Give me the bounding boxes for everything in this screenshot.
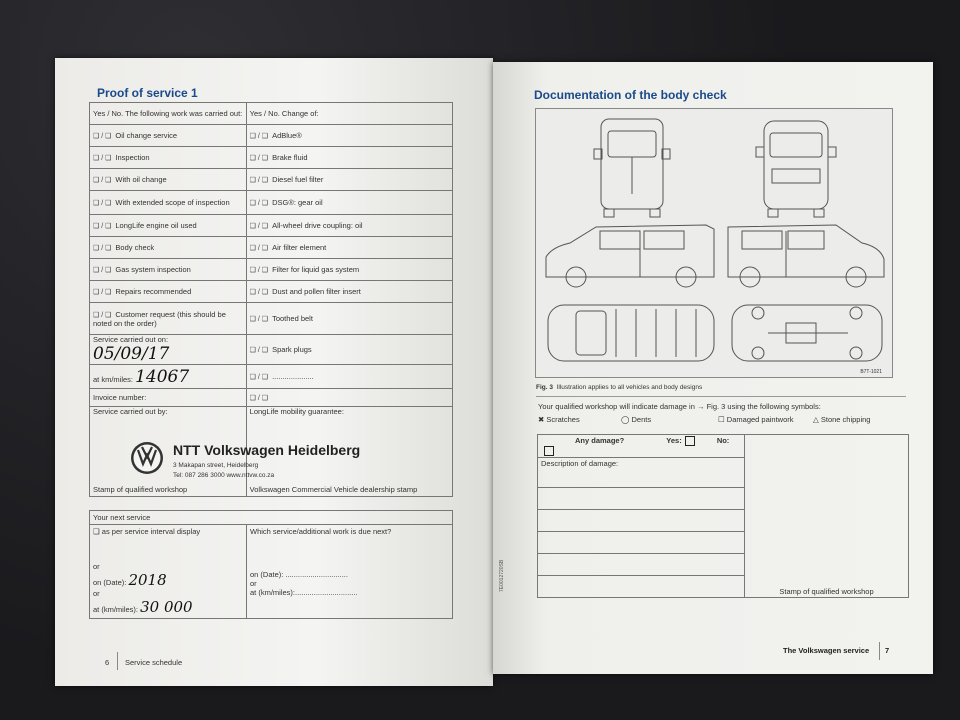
at-km-value[interactable]: 30 000 (140, 598, 193, 616)
dealer-name: NTT Volkswagen Heidelberg (173, 442, 361, 458)
checkbox[interactable]: ❑ / ❑ (249, 289, 269, 296)
invoice-row (90, 389, 247, 407)
work-row (90, 281, 247, 303)
footer-text: The Volkswagen service (783, 646, 870, 655)
figure-code: B7T-1021 (860, 369, 882, 375)
change-label: Brake fluid (272, 153, 308, 162)
divider (536, 396, 906, 397)
work-label: Customer request (this should be noted on the order) (93, 309, 226, 328)
work-row (90, 169, 247, 191)
checkbox[interactable]: ❑ / ❑ (93, 133, 112, 140)
work-label: Oil change service (115, 131, 178, 140)
checkbox[interactable]: ❑ / ❑ (249, 245, 269, 252)
service-table (89, 102, 453, 497)
change-row (246, 365, 452, 389)
checkbox[interactable]: ❑ / ❑ (93, 223, 112, 230)
right-page (493, 62, 933, 674)
checkbox[interactable]: ❑ / ❑ (249, 223, 269, 230)
on-date-label: on (Date): (93, 578, 127, 587)
yes-checkbox[interactable] (685, 436, 695, 446)
interval-option[interactable]: ❑ as per service interval display (93, 527, 201, 536)
next-service-title: Your next service (90, 511, 453, 525)
next-left-cell (90, 525, 247, 619)
km-row (90, 365, 247, 389)
next-question: Which service/additional work is due next? (250, 527, 392, 536)
change-row (246, 125, 452, 147)
carried-out-by-label: Service carried out by: (93, 407, 168, 416)
figure-caption (536, 384, 702, 391)
col1-header: Yes / No. The following work was carried out: (90, 103, 247, 125)
stamp-cell-top (745, 435, 909, 458)
rear-view-vehicle (594, 119, 670, 217)
symbol-damaged-paintwork: ☐ Damaged paintwork (718, 415, 794, 424)
change-label: DSG®: gear oil (272, 198, 323, 207)
change-row (246, 389, 452, 407)
checkbox[interactable]: ❑ / ❑ (93, 289, 112, 296)
km-value[interactable]: 14067 (135, 366, 190, 387)
right-side-view-vehicle (728, 225, 884, 287)
work-row (90, 259, 247, 281)
work-label: With oil change (115, 175, 167, 184)
work-row (90, 191, 247, 215)
symbols-intro: Your qualified workshop will indicate damage in → Fig. 3 using the following symbols: (538, 402, 821, 411)
carried-out-on-row (90, 335, 247, 365)
mobility-label: LongLife mobility guarantee: (249, 407, 344, 416)
change-row (246, 191, 452, 215)
change-row (246, 335, 452, 365)
checkbox[interactable]: ❑ / ❑ (93, 245, 112, 252)
or-label: or (93, 562, 100, 571)
description-line[interactable] (538, 576, 745, 598)
stamp-cell (745, 458, 909, 598)
top-view-vehicle (548, 305, 714, 361)
change-label: .................... (272, 372, 314, 381)
front-view-vehicle (756, 121, 836, 217)
work-label: With extended scope of inspection (115, 198, 230, 207)
footer-text: Service schedule (125, 658, 183, 667)
carried-out-on-value[interactable]: 05/09/17 (93, 344, 170, 364)
change-label: Filter for liquid gas system (272, 265, 360, 274)
page-title: Documentation of the body check (534, 88, 727, 102)
description-label: Description of damage: (538, 458, 745, 488)
or-label: or (93, 589, 100, 598)
underbody-view-vehicle (732, 305, 882, 361)
vehicle-diagram (536, 109, 892, 377)
checkbox[interactable]: ❑ / ❑ (249, 374, 269, 381)
checkbox[interactable]: ❑ / ❑ (249, 133, 269, 140)
change-label: Diesel fuel filter (272, 175, 324, 184)
change-label: Toothed belt (272, 314, 313, 323)
no-label: No: (716, 436, 730, 445)
change-row (246, 281, 452, 303)
change-label: All-wheel drive coupling: oil (272, 221, 363, 230)
yes-label: Yes: (666, 436, 682, 445)
footer-divider (117, 652, 118, 670)
change-label: Air filter element (272, 243, 327, 252)
work-row (90, 303, 247, 335)
change-row (246, 303, 452, 335)
next-right-cell (247, 525, 453, 619)
left-page (55, 58, 493, 686)
work-row (90, 237, 247, 259)
checkbox[interactable]: ❑ / ❑ (249, 200, 269, 207)
col2-header: Yes / No. Change of: (246, 103, 452, 125)
dealer-stamp-label: Volkswagen Commercial Vehicle dealership stamp (249, 485, 418, 494)
carried-out-on-label: Service carried out on: (93, 335, 169, 344)
work-row (90, 215, 247, 237)
change-row (246, 215, 452, 237)
change-row (246, 237, 452, 259)
checkbox[interactable]: ❑ / ❑ (249, 267, 269, 274)
description-line[interactable] (538, 554, 745, 576)
left-side-view-vehicle (546, 225, 714, 287)
change-row (246, 169, 452, 191)
figure-caption-text: Illustration applies to all vehicles and body designs (556, 384, 703, 391)
work-label: LongLife engine oil used (115, 221, 197, 230)
work-label: Gas system inspection (115, 265, 191, 274)
right-at-km[interactable]: at (km/miles):.............................. (250, 588, 358, 597)
work-label: Inspection (115, 153, 150, 162)
page-number: 7 (885, 646, 890, 655)
next-service-table (89, 510, 453, 619)
stamp-workshop-label: Stamp of qualified workshop (93, 485, 188, 494)
work-row (90, 125, 247, 147)
no-checkbox[interactable] (544, 446, 554, 456)
symbol-dents: ◯ Dents (621, 415, 652, 424)
figure-caption-label: Fig. 3 (536, 384, 553, 391)
work-label: Body check (115, 243, 155, 252)
body-check-figure (535, 108, 893, 378)
description-line[interactable] (538, 510, 745, 532)
page-number: 6 (105, 658, 110, 667)
change-label: Spark plugs (272, 345, 312, 354)
side-code: 7E0012720SB (499, 559, 505, 592)
checkbox[interactable]: ❑ / ❑ (93, 267, 112, 274)
change-label: Dust and pollen filter insert (272, 287, 361, 296)
or-label: or (250, 579, 257, 588)
work-label: Repairs recommended (115, 287, 192, 296)
checkbox[interactable]: ❑ / ❑ (249, 395, 269, 402)
any-damage-row (538, 435, 745, 458)
stamp-label: Stamp of qualified workshop (779, 587, 874, 597)
change-row (246, 259, 452, 281)
checkbox[interactable]: ❑ / ❑ (249, 155, 269, 162)
change-row (246, 147, 452, 169)
work-row (90, 147, 247, 169)
checkbox[interactable]: ❑ / ❑ (249, 316, 269, 323)
footer-divider (879, 642, 880, 660)
change-label: AdBlue® (272, 131, 302, 140)
checkbox[interactable]: ❑ / ❑ (93, 177, 112, 184)
description-line[interactable] (538, 488, 745, 510)
at-km-label: at (km/miles): (93, 605, 138, 614)
checkbox[interactable]: ❑ / ❑ (93, 311, 112, 319)
damage-table (537, 434, 909, 598)
dealer-address: 3 Makapan street, Heidelberg (173, 462, 259, 469)
checkbox[interactable]: ❑ / ❑ (93, 200, 112, 207)
symbol-scratches: ✖ Scratches (538, 415, 580, 424)
description-line[interactable] (538, 532, 745, 554)
checkbox[interactable]: ❑ / ❑ (249, 347, 269, 354)
km-label: at km/miles: (93, 374, 134, 384)
symbol-stone-chipping: △ Stone chipping (813, 415, 871, 424)
page-title: Proof of service 1 (97, 86, 198, 100)
on-date-value[interactable]: 2018 (128, 571, 167, 589)
checkbox[interactable]: ❑ / ❑ (249, 177, 269, 184)
checkbox[interactable]: ❑ / ❑ (93, 155, 112, 162)
any-damage-label: Any damage? (575, 436, 625, 445)
dealer-contact: Tel: 087 286 3000 www.nttvw.co.za (173, 472, 275, 479)
invoice-label: Invoice number: (93, 393, 147, 402)
right-on-date[interactable]: on (Date): .............................. (250, 570, 348, 579)
vw-logo-icon (129, 440, 165, 476)
